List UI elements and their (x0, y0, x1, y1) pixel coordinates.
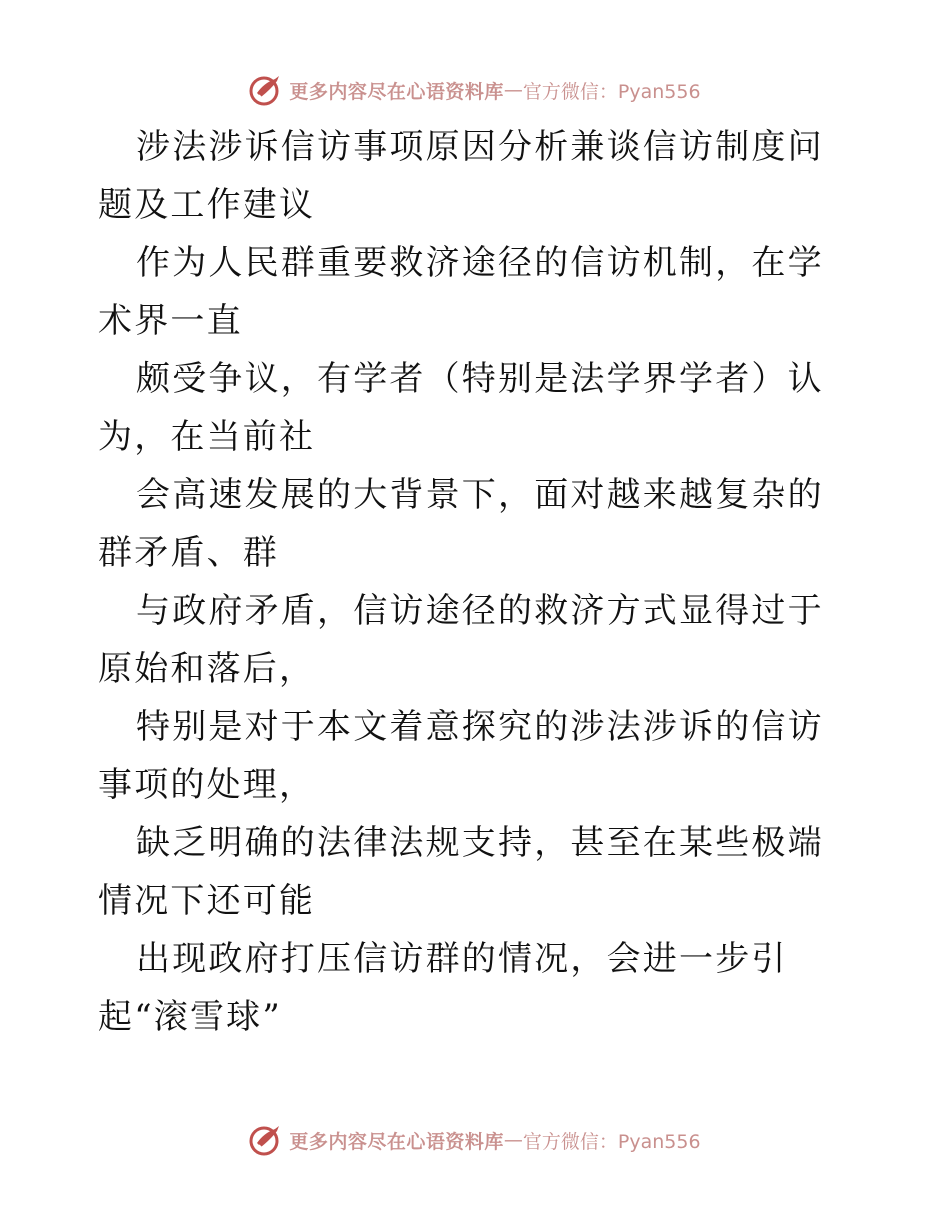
watermark-dash: — (503, 79, 523, 101)
paragraph: 会高速发展的大背景下，面对越来越复杂的群矛盾、群 (98, 475, 824, 573)
paragraph: 与政府矛盾，信访途径的救济方式显得过于原始和落后， (98, 591, 824, 689)
watermark-main-text: 更多内容尽在心语资料库 (289, 1130, 504, 1153)
document-body (98, 118, 858, 1046)
paragraph: 出现政府打压信访群的情况，会进一步引起“滚雪球” (98, 939, 788, 1037)
watermark-dash: — (503, 1129, 523, 1151)
paragraph-title: 涉法涉诉信访事项原因分析兼谈信访制度问题及工作建议 (98, 127, 824, 225)
paragraph: 特别是对于本文着意探究的涉法涉诉的信访事项的处理， (98, 707, 824, 805)
paragraph: 作为人民群重要救济途径的信访机制，在学术界一直 (98, 243, 824, 341)
pen-logo-icon (249, 73, 283, 107)
watermark-header (0, 70, 950, 110)
paragraph: 缺乏明确的法律法规支持，甚至在某些极端情况下还可能 (98, 823, 824, 921)
watermark-wechat-text: 官方微信：Pyan556 (522, 1130, 701, 1153)
watermark-main-text: 更多内容尽在心语资料库 (289, 80, 504, 103)
paragraph: 颇受争议，有学者（特别是法学界学者）认为，在当前社 (98, 359, 824, 457)
pen-logo-icon (249, 1123, 283, 1157)
watermark-wechat-text: 官方微信：Pyan556 (522, 80, 701, 103)
watermark-footer (0, 1120, 950, 1160)
